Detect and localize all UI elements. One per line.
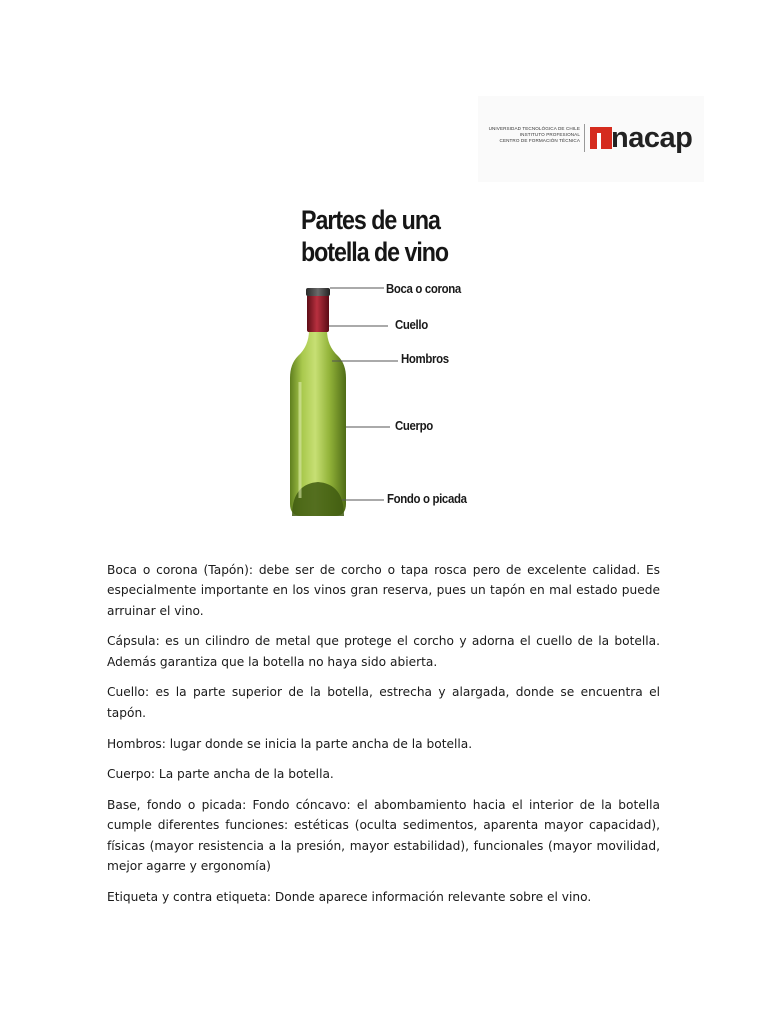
- label-cuerpo: Cuerpo: [395, 418, 433, 433]
- paragraph-hombros: Hombros: lugar donde se inicia la parte ancha de la botella.: [107, 736, 473, 751]
- logo-line-2: INSTITUTO PROFESIONAL: [519, 132, 580, 137]
- logo-divider: [584, 124, 585, 152]
- logo-line-3: CENTRO DE FORMACIÓN TÉCNICA: [499, 138, 580, 143]
- bottle-cork: [306, 288, 330, 296]
- paragraph-etiqueta: Etiqueta y contra etiqueta: Donde aparece información relevante sobre el vino.: [107, 889, 592, 904]
- paragraph-base: Base, fondo o picada: Fondo cóncavo: el abombamiento hacia el interior de la botella cumple diferentes funciones: estéticas (oculta sedimentos, aparenta mayor capacidad), físicas (mayor resistencia a la presión, mayor estabilidad), funcionales (mayor movilidad, mejor agarre y ergonomía): [107, 798, 660, 874]
- label-fondo-o-picada: Fondo o picada: [387, 491, 467, 506]
- paragraph-cuello: Cuello: es la parte superior de la botella, estrecha y alargada, donde se encuentra el tapón.: [107, 685, 660, 720]
- paragraph-boca: Boca o corona (Tapón): debe ser de corcho o tapa rosca pero de excelente calidad. Es especialmente importante en los vinos gran reserva, pues un tapón en mal estado puede arruinar el vino.: [107, 563, 660, 618]
- logo-institution-text: [484, 126, 580, 144]
- figure-title: [301, 204, 473, 268]
- inacap-logo: [478, 96, 704, 182]
- figure-title-line-2: botella de vino: [301, 237, 449, 267]
- label-cuello: Cuello: [395, 317, 428, 332]
- logo-brand-word: nacap: [611, 122, 693, 154]
- inacap-mark-icon: [590, 127, 612, 149]
- label-hombros: Hombros: [401, 351, 449, 366]
- paragraph-capsula: Cápsula: es un cilindro de metal que protege el corcho y adorna el cuello de la botella. Además garantiza que la botella no haya sido abierta.: [107, 634, 660, 669]
- figure-title-line-1: Partes de una: [301, 205, 440, 235]
- description-text: [107, 560, 660, 918]
- wine-bottle-illustration: [270, 278, 470, 522]
- bottle-capsule: [307, 294, 329, 332]
- paragraph-cuerpo: Cuerpo: La parte ancha de la botella.: [107, 767, 334, 782]
- logo-line-1: UNIVERSIDAD TECNOLÓGICA DE CHILE: [488, 126, 580, 131]
- label-boca-o-corona: Boca o corona: [386, 281, 461, 296]
